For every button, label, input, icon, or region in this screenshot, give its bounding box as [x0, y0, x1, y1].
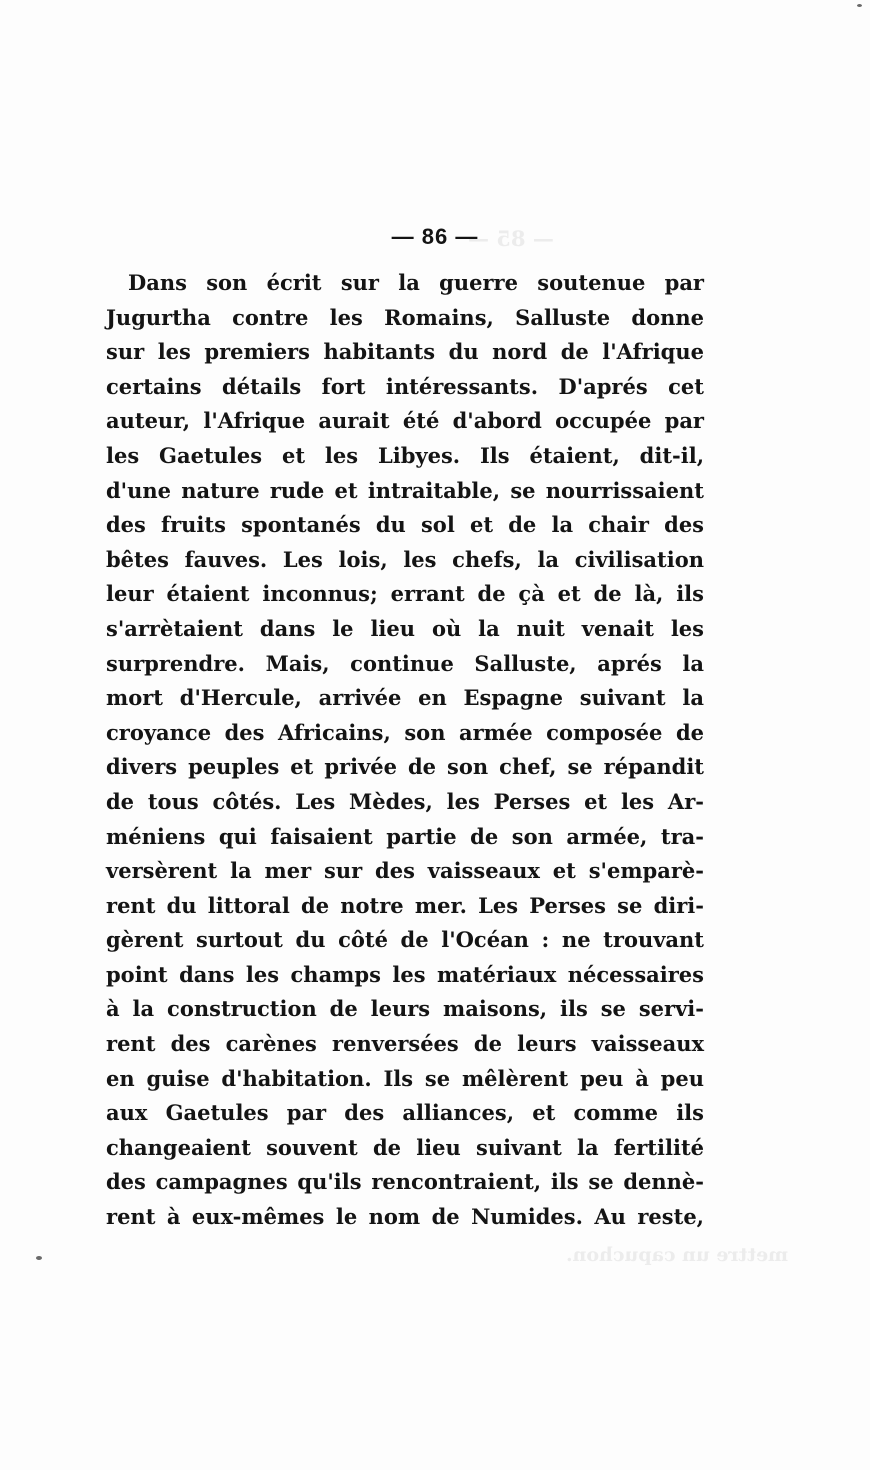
- text-line: de tous côtés. Les Mèdes, les Perses et les Ar-: [106, 788, 704, 814]
- text-line: aux Gaetules par des alliances, et comme ils: [106, 1100, 704, 1126]
- text-line: rent des carènes renversées de leurs vaisseaux: [106, 1031, 704, 1057]
- text-line: bêtes fauves. Les lois, les chefs, la civilisation: [106, 546, 704, 572]
- text-line: rent du littoral de notre mer. Les Perses se diri-: [106, 892, 704, 918]
- text-line: méniens qui faisaient partie de son armée, tra-: [106, 823, 704, 849]
- text-line: versèrent la mer sur des vaisseaux et s'emparè-: [106, 858, 704, 884]
- text-line: certains détails fort intéressants. D'aprés cet: [106, 373, 704, 399]
- text-line: croyance des Africains, son armée composée de: [106, 719, 704, 745]
- text-line: leur étaient inconnus; errant de çà et de là, ils: [106, 581, 704, 607]
- text-line: s'arrètaient dans le lieu où la nuit venait les: [106, 615, 704, 641]
- text-line: mort d'Hercule, arrivée en Espagne suivant la: [106, 685, 704, 711]
- text-line: changeaient souvent de lieu suivant la fertilité: [106, 1134, 704, 1160]
- text-line: en guise d'habitation. Ils se mêlèrent peu à peu: [106, 1065, 704, 1091]
- text-line: des campagnes qu'ils rencontraient, ils se dennè-: [106, 1169, 704, 1195]
- bleed-through-page-number: — 85 —: [468, 226, 554, 251]
- text-line: des fruits spontanés du sol et de la chair des: [106, 512, 704, 538]
- text-line: d'une nature rude et intraitable, se nourrissaient: [106, 477, 704, 503]
- ink-speck: [36, 1256, 42, 1260]
- text-line: Dans son écrit sur la guerre soutenue par: [128, 270, 704, 295]
- text-line: point dans les champs les matériaux nécessaires: [106, 961, 704, 987]
- text-line: à la construction de leurs maisons, ils se servi-: [106, 996, 704, 1022]
- text-line: auteur, l'Afrique aurait été d'abord occupée par: [106, 408, 704, 434]
- text-line: gèrent surtout du côté de l'Océan : ne trouvant: [106, 927, 704, 953]
- page-number: — 86 —: [391, 224, 479, 249]
- text-line: surprendre. Mais, continue Salluste, aprés la: [106, 650, 704, 676]
- text-line: les Gaetules et les Libyes. Ils étaient, dit-il,: [106, 442, 704, 468]
- bleed-through-line: mettre un capuchon.: [566, 1244, 789, 1266]
- text-line: Jugurtha contre les Romains, Salluste donne: [106, 304, 704, 330]
- text-line: rent à eux-mêmes le nom de Numides. Au reste,: [106, 1204, 704, 1230]
- ink-speck: [857, 4, 862, 7]
- body-paragraph: [106, 266, 704, 1235]
- text-line: divers peuples et privée de son chef, se répandit: [106, 754, 704, 780]
- text-line: sur les premiers habitants du nord de l'Afrique: [106, 339, 704, 365]
